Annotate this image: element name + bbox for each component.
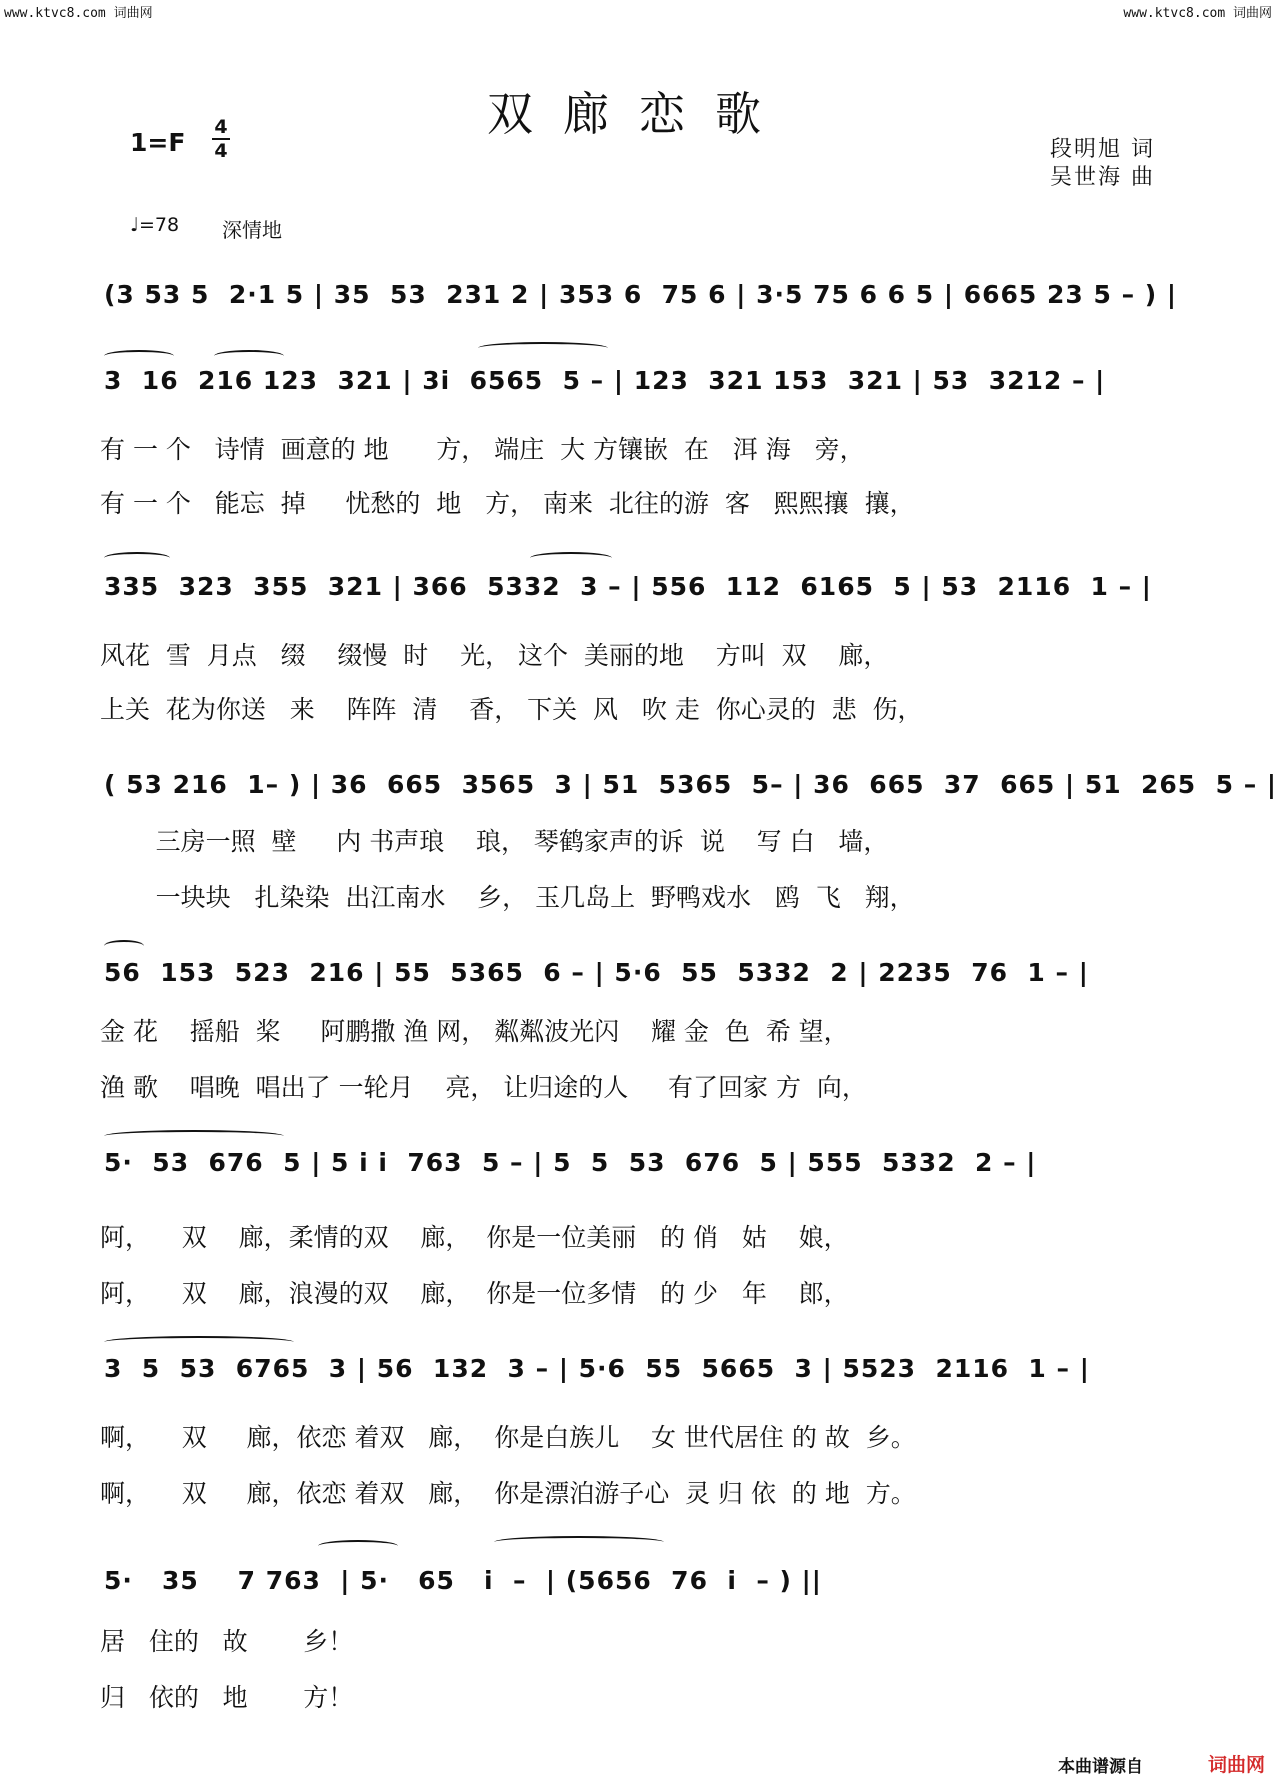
notation-line: 5· 35 7 763 | 5· 65 i – | (5656 76 i – ) || — [104, 1566, 822, 1595]
notation-line: 3 5 53 6765 3 | 56 132 3 – | 5·6 55 5665 3 | 5523 2116 1 – | — [104, 1354, 1090, 1383]
song-title: 双廊恋歌 — [487, 87, 791, 141]
lyric-line: 居 住的 故 乡！ — [100, 1627, 354, 1656]
notation-line: 3 16 216 123 321 | 3i 6565 5 – | 123 321 153 321 | 53 3212 – | — [104, 366, 1106, 395]
time-signature — [210, 116, 232, 162]
slur-mark — [104, 940, 144, 952]
slur-mark — [104, 1130, 284, 1142]
lyric-line: 归 依的 地 方！ — [100, 1683, 354, 1712]
lyric-line: 有 一 个 诗情 画意的 地 方， 端庄 大 方镶嵌 在 洱 海 旁， — [100, 435, 865, 464]
slur-mark — [494, 1536, 664, 1548]
site-logo: 词曲网 — [1208, 1754, 1266, 1776]
lyric-line: 有 一 个 能忘 掉 忧愁的 地 方， 南来 北往的游 客 熙熙攘 攘， — [100, 489, 915, 518]
tempo-marking: ♩=78 — [130, 214, 180, 236]
slur-mark — [318, 1540, 398, 1552]
site-watermark-right: www.ktvc8.com 词曲网 — [1123, 6, 1272, 21]
notation-line: ( 53 216 1– ) | 36 665 3565 3 | 51 5365 5– | 36 665 37 665 | 51 265 5 – | — [104, 770, 1278, 799]
notation-line: 56 153 523 216 | 55 5365 6 – | 5·6 55 5332 2 | 2235 76 1 – | — [104, 958, 1089, 987]
lyricist-credit: 段明旭 词 — [1050, 137, 1155, 162]
slur-mark — [104, 552, 170, 564]
notation-line: 5· 53 676 5 | 5 i i 763 5 – | 5 5 53 676 5 | 555 5332 2 – | — [104, 1148, 1037, 1177]
lyric-line: 风花 雪 月点 缀 缀慢 时 光， 这个 美丽的地 方叫 双 廊， — [100, 641, 889, 670]
lyric-line: 渔 歌 唱晚 唱出了 一轮月 亮， 让归途的人 有了回家 方 向， — [100, 1073, 867, 1102]
source-note: 本曲谱源自 — [1058, 1757, 1143, 1777]
lyric-line: 三房一照 壁 内 书声琅 琅， 琴鹤家声的诉 说 写 白 墙， — [100, 827, 889, 856]
expression-marking: 深情地 — [222, 218, 282, 242]
lyric-line: 啊， 双 廊，依恋 着双 廊， 你是白族儿 女 世代居住 的 故 乡。 — [100, 1423, 916, 1452]
site-watermark-left: www.ktvc8.com 词曲网 — [4, 6, 153, 21]
lyric-line: 阿， 双 廊，柔情的双 廊， 你是一位美丽 的 俏 姑 娘， — [100, 1223, 849, 1252]
slur-mark — [478, 342, 608, 354]
slur-mark — [104, 350, 174, 362]
notation-line: (3 53 5 2·1 5 | 35 53 231 2 | 353 6 75 6 | 3·5 75 6 6 5 | 6665 23 5 – ) | — [104, 280, 1178, 309]
lyric-line: 金 花 摇船 桨 阿鹏撒 渔 网， 粼粼波光闪 耀 金 色 希 望， — [100, 1017, 849, 1046]
time-signature-bottom: 4 — [214, 140, 228, 162]
slur-mark — [104, 1336, 294, 1348]
slur-mark — [530, 552, 612, 564]
lyric-line: 阿， 双 廊，浪漫的双 廊， 你是一位多情 的 少 年 郎， — [100, 1279, 849, 1308]
composer-credit: 吴世海 曲 — [1050, 165, 1155, 190]
lyric-line: 一块块 扎染染 出江南水 乡， 玉几岛上 野鸭戏水 鸥 飞 翔， — [100, 883, 915, 912]
slur-mark — [214, 350, 284, 362]
lyric-line: 上关 花为你送 来 阵阵 清 香， 下关 风 吹 走 你心灵的 悲 伤， — [100, 695, 923, 724]
notation-line: 335 323 355 321 | 366 5332 3 – | 556 112 6165 5 | 53 2116 1 – | — [104, 572, 1152, 601]
time-signature-top: 4 — [214, 116, 228, 138]
lyric-line: 啊， 双 廊，依恋 着双 廊， 你是漂泊游子心 灵 归 依 的 地 方。 — [100, 1479, 916, 1508]
key-signature: 1=F — [130, 128, 186, 157]
